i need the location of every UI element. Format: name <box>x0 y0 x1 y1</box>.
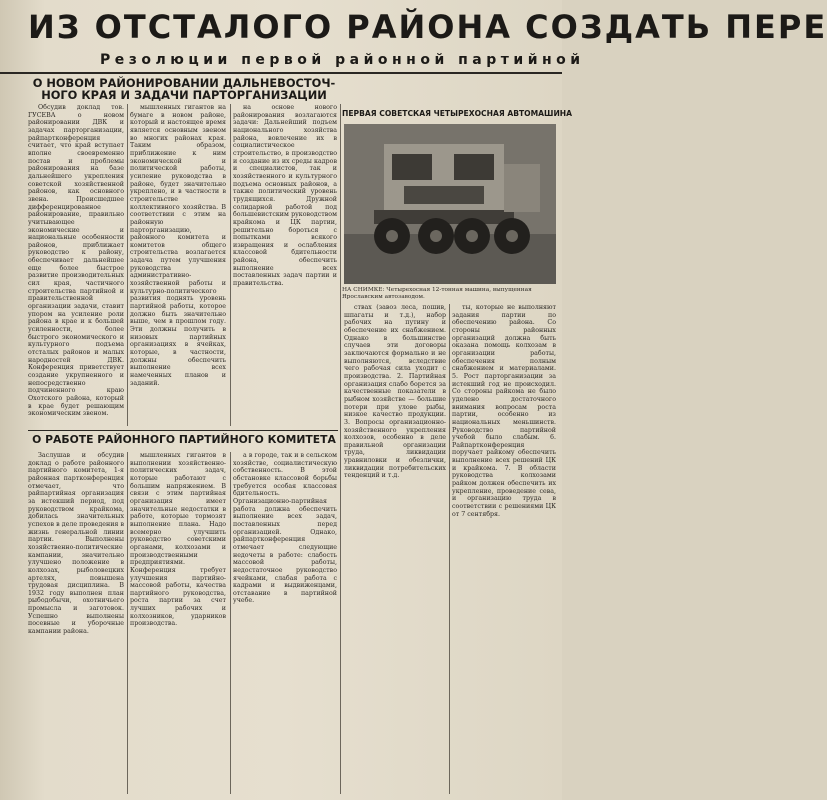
column-divider <box>230 104 231 426</box>
right-col1: ствах (завоз леса, пошив, шпагаты и т.д.), набор рабочих на путину и обеспечение их снабжением. Однако в большинстве случаев эти договоры заключаются формально и не выполняются, вследствие чего рабочая сила уходит с производства. 2. Партийная организация слабо борется за качественные показатели в рыбном хозяйстве — большие потери при улове рыбы, низкое качество продукции. 3. Вопросы организационно-хозяйственного укрепления колхозов, особенно в деле правильной организации труда, ликвидации уравниловки и обезлички, ликвидации потребительских тенденций и т.д. <box>344 304 446 480</box>
article1-title-line2: НОГО КРАЯ И ЗАДАЧИ ПАРТОРГАНИЗАЦИИ <box>41 88 327 103</box>
column-divider <box>340 104 341 794</box>
article2-col1: Заслушав и обсудив доклад о работе районного партийного комитета, 1-я районная партконференция отмечает, что райпартийная организация за истекший период, под руководством крайкома, добилась значительных успехов в деле проведения в жизнь генеральной линии партии. Выполнены хозяйственно-политические кампании, значительно улучшено положение в колхозах, рыболовецких артелях, повышена трудовая дисциплина. В 1932 году выполнен план рыбодобычи, охотничьего промысла и заготовок. Успешно выполнены посевные и уборочные кампании района. <box>28 452 124 636</box>
column-divider <box>230 452 231 794</box>
article1-title <box>28 77 340 102</box>
article2-col2: мышленных гигантов в выполнении хозяйственно-политических задач, которые работают с большим напряжением. В связи с этим партийная организация имеет значительные недостатки в работе, которые тормозят выполнение плана. Надо всемерно улучшить руководство советскими органами, колхозами и производственными предприятиями. Конференция требует улучшения партийно-массовой работы, качества партийного руководства, роста партии за счет лучших рабочих и колхозников, ударников производства. <box>130 452 226 628</box>
article1-col2: мышленных гигантов на бумаге в новом районе, который и настоящее время является основным звеном во многих районах края. Таким образом, приближение к ним экономической и политической работы, усиление руководства в районе, будет значительно укреплено, и в частности в строительстве коллективного хозяйства. В соответствии с этим на районную парторганизацию, районного комитета и комитетов общего строительства возлагается задача путем улучшения руководства административно-хозяйственной работы и культурно-политического развития поднять уровень партийной работы, которое должно быть значительно выше, чем в прошлом году. Эти должны получить в низовых партийных организациях в ячейках, которые, в частности, должны обеспечить выполнение всех намеченных планов и заданий. <box>130 104 226 387</box>
column-divider <box>127 104 128 426</box>
headline-rule <box>0 72 562 74</box>
truck-illustration <box>344 124 556 284</box>
page-subheadline: Резолюции первой районной партийной <box>100 52 585 68</box>
truck-photo <box>344 124 556 284</box>
column-divider <box>449 304 450 794</box>
article1-col1: Обсудив доклад тов. ГУСЕВА о новом районировании ДВК и задачах парторганизации, райпартконференция считает, что край вступает вполне своевременно постав и проблемы районирования на базе дальнейшего укрепления советской хозяйственной районов, как основного звена. Происшедшее дифференцированное районирование, правильно учитывающее экономические и национальные особенности районов, приближает руководство к району, обеспечивает дальнейшее еще более быстрое развитие производительных сил края, частичного строительства партийной и правительственной организации задачи, ставит упором на усиление роли района в крае и к большей усиленности, более быстрого экономического и культурного подъема отсталых районов и малых народностей ДВК. Конференция приветствует создание укрупненного и непосредственно подчиненного краю Охотского района, который в крае будет решающим экономическим звеном. <box>28 104 124 418</box>
article1-col3: на основе нового районирования возлагаются задачи: Дальнейший подъем национального хозяйства района, вовлечение их в социалистическое строительство, в производство и создание из их среды кадров и специалистов, так и хозяйственного и культурного подъема основных районов, а также политический уровень трудящихся. Дружной солидарной работой под большевистским руководством крайкома и ЦК партии, решительно бороться с попытками всякого извращения и ослабления классовой бдительности района, обеспечить выполнение всех поставленных задач партии и правительства. <box>233 104 337 288</box>
photo-caption: НА СНИМКЕ: Четырехосная 12-тонная машина, выпущенная Ярославским автозаводом. <box>342 287 532 300</box>
article2-title: О РАБОТЕ РАЙОННОГО ПАРТИЙНОГО КОМИТЕТА <box>32 433 336 446</box>
right-col2: ты, которые не выполняют задания партии по обеспечению района. Со стороны районных организаций должна быть оказана помощь колхозам в организации работы, обеспечения полным снабжением и материалами. 5. Рост парторганизации за истекший год не происходил. Со стороны райкома не было уделено достаточного внимания вопросам роста партии, особенно из национальных меньшинств. Руководство партийной учебой было слабым. 6. Райпартконференция поручает райкому обеспечить выполнение всех решений ЦК и крайкома. 7. В области руководства колхозами райком должен обеспечить их укрепление, проведение сева, и организацию труда в соответствии с решениями ЦК от 7 сентября. <box>452 304 556 518</box>
article1-title-line1: О НОВОМ РАЙОНИРОВАНИИ ДАЛЬНЕВОСТОЧ- <box>32 76 336 90</box>
article2-rule <box>28 430 338 431</box>
page-headline: ИЗ ОТСТАЛОГО РАЙОНА СОЗДАТЬ ПЕРЕ <box>28 8 827 46</box>
column-divider <box>127 452 128 794</box>
article2-col3: а в городе, так и в сельском хозяйстве, социалистическую собственность. В этой обстановке классовой борьбы требуется особая классовая бдительность. Организационно-партийная работа должна обеспечить выполнение всех задач, поставленных перед организацией. Однако, райпартконференция отмечает следующие недочеты в работе: слабость массовой работы, недостаточное руководство ячейками, слабая работа с кадрами и выдвиженцами, отставание в партийной учебе. <box>233 452 337 605</box>
photo-title: ПЕРВАЯ СОВЕТСКАЯ ЧЕТЫРЕХОСНАЯ АВТОМАШИНА <box>342 109 573 118</box>
